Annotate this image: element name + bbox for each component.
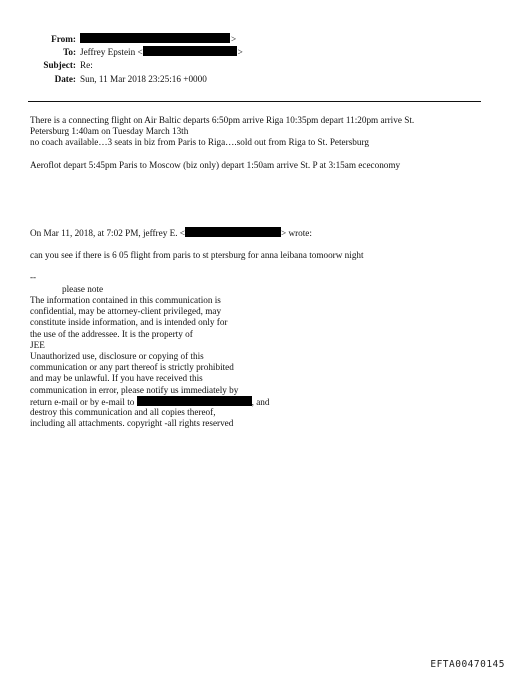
disclaimer-line: destroy this communication and all copies thereof, <box>30 406 216 417</box>
date-value: Sun, 11 Mar 2018 23:25:16 +0000 <box>80 74 207 84</box>
quoted-intro <box>30 227 312 239</box>
signature-separator: -- <box>30 272 37 282</box>
disclaimer-email-line <box>30 396 270 407</box>
disclaimer-line: confidential, may be attorney-client privileged, may <box>30 306 222 317</box>
quoted-intro-suffix: > wrote: <box>280 228 312 238</box>
redaction-box <box>137 396 252 406</box>
subject-row <box>0 59 512 71</box>
reply-line: Petersburg 1:40am on Tuesday March 13th <box>30 126 189 137</box>
disclaimer-note: please note <box>62 284 104 294</box>
redaction-box <box>185 227 281 237</box>
aeroflot-line: Aeroflot depart 5:45pm Paris to Moscow (biz only) depart 1:50am arrive St. P at 3:15am ececonomy <box>30 160 401 170</box>
bates-number: EFTA00470145 <box>430 659 505 670</box>
disclaimer-line: communication in error, please notify us immediately by <box>30 384 239 395</box>
disclaimer-line: JEE <box>30 339 45 350</box>
to-label: To: <box>63 47 76 57</box>
disclaimer-line: Unauthorized use, disclosure or copying of this <box>30 350 204 361</box>
from-row <box>0 33 512 45</box>
redaction-box <box>80 33 230 43</box>
subject-value: Re: <box>80 60 93 70</box>
disclaimer-line: and may be unlawful. If you have received this <box>30 373 203 384</box>
disclaimer-body <box>30 295 270 429</box>
disclaimer-line: The information contained in this communication is <box>30 295 221 305</box>
email-line-suffix: , and <box>251 396 270 407</box>
reply-body <box>30 115 414 149</box>
reply-line: no coach available…3 seats in biz from Paris to Riga….sold out from Riga to St. Petersburg <box>30 137 369 148</box>
header-divider <box>28 101 481 102</box>
reply-line: There is a connecting flight on Air Baltic departs 6:50pm arrive Riga 10:35pm depart 11:20pm arrive St. <box>30 115 415 125</box>
to-row <box>0 46 512 58</box>
disclaimer-line: including all attachments. copyright -all rights reserved <box>30 418 234 429</box>
to-name: Jeffrey Epstein < <box>80 47 143 57</box>
from-suffix: > <box>231 34 237 44</box>
to-suffix: > <box>237 47 243 57</box>
disclaimer-line: communication or any part thereof is strictly prohibited <box>30 362 234 373</box>
from-label: From: <box>51 34 76 44</box>
disclaimer-line: the use of the addressee. It is the property of <box>30 328 193 339</box>
disclaimer-line: constitute inside information, and is intended only for <box>30 317 228 328</box>
redaction-box <box>143 46 237 56</box>
date-label: Date: <box>54 74 76 84</box>
quoted-message: can you see if there is 6 05 flight from paris to st ptersburg for anna leibana tomoorw night <box>30 250 364 260</box>
subject-label: Subject: <box>43 60 76 70</box>
date-row <box>0 73 512 85</box>
quoted-intro-prefix: On Mar 11, 2018, at 7:02 PM, jeffrey E. < <box>30 228 185 238</box>
email-line-prefix: return e-mail or by e-mail to <box>30 396 137 407</box>
